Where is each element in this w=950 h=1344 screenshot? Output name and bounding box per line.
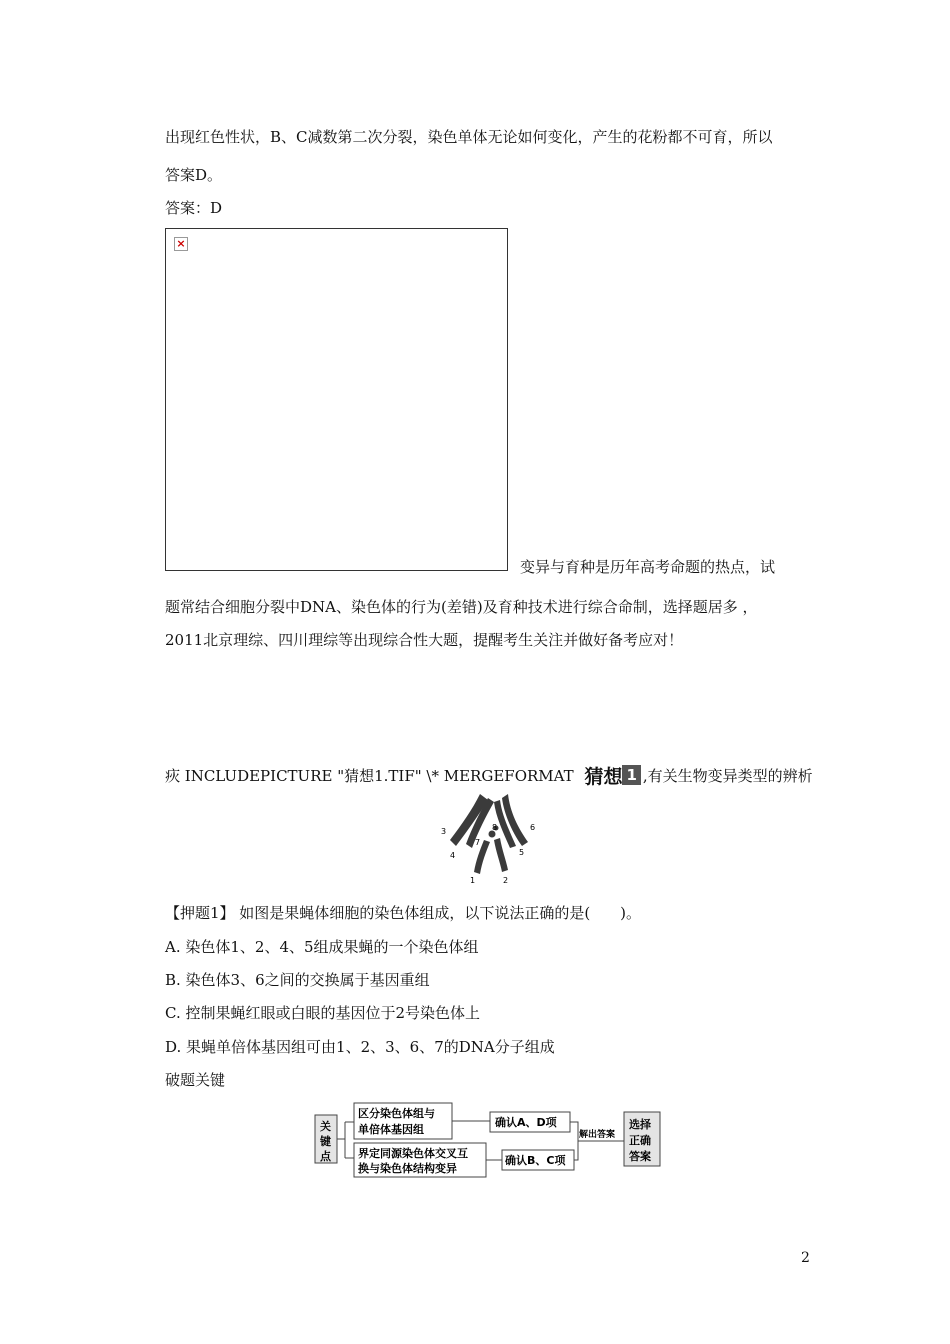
guess-number-badge: 1 xyxy=(622,765,640,785)
final-answer-line: 答案 xyxy=(629,1150,651,1163)
chromosome-label: 6 xyxy=(530,823,536,832)
chromosome-label: 3 xyxy=(441,827,447,836)
chromosome-label: 1 xyxy=(470,876,476,885)
concept-box-1-line: 区分染色体组与 xyxy=(358,1107,435,1120)
breakthrough-label: 破题关键 xyxy=(165,1071,226,1089)
confirm-box-1-text: 确认A、D项 xyxy=(495,1116,557,1129)
key-points-char: 点 xyxy=(320,1150,331,1163)
final-answer-line: 选择 xyxy=(629,1118,651,1131)
guess-heading xyxy=(165,765,813,787)
page-number: 2 xyxy=(801,1250,810,1266)
left-bracket xyxy=(337,1122,354,1158)
chromosome-label: 5 xyxy=(519,848,525,857)
confirm-box-2-text: 确认B、C项 xyxy=(505,1154,566,1167)
chromosome-diagram xyxy=(430,788,550,888)
concept-box-2-line: 换与染色体结构变异 xyxy=(358,1162,457,1175)
solve-label: 解出答案 xyxy=(579,1130,616,1140)
option-c: C. 控制果蝇红眼或白眼的基因位于2号染色体上 xyxy=(165,1004,481,1022)
option-d: D. 果蝇单倍体基因组可由1、2、3、6、7的DNA分子组成 xyxy=(165,1038,555,1056)
option-b: B. 染色体3、6之间的交换属于基因重组 xyxy=(165,971,430,989)
guess-badge: 猜想 xyxy=(584,766,623,788)
question-stem: 【押题1】 如图是果蝇体细胞的染色体组成，以下说法正确的是( )。 xyxy=(165,904,642,922)
paragraph-line: 题常结合细胞分裂中DNA、染色体的行为(差错)及育种技术进行综合命制，选择题居多 ， xyxy=(165,598,758,616)
final-answer-line: 正确 xyxy=(629,1134,651,1147)
broken-image-frame xyxy=(165,228,508,571)
field-code-text: 疢 INCLUDEPICTURE "猜想1.TIF" \* MERGEFORMAT xyxy=(165,767,574,785)
chromosome-label: 8 xyxy=(492,823,498,832)
chromosome-label: 4 xyxy=(450,851,456,860)
concept-box-1-line: 单倍体基因组 xyxy=(358,1123,424,1136)
guess-title: ,有关生物变异类型的辨析 xyxy=(642,767,813,785)
answer-line: 答案：D xyxy=(165,199,223,217)
broken-image-icon: × xyxy=(174,237,188,251)
paragraph-line: 出现红色性状，B、C减数第二次分裂，染色单体无论如何变化，产生的花粉都不可育，所以 xyxy=(165,128,773,146)
chromosome-label: 2 xyxy=(503,876,509,885)
right-bracket xyxy=(570,1122,624,1160)
option-a: A. 染色体1、2、4、5组成果蝇的一个染色体组 xyxy=(165,938,479,956)
paragraph-line: 2011北京理综、四川理综等出现综合性大题，提醒考生关注并做好备考应对！ xyxy=(165,631,684,649)
chromosome-label: 7 xyxy=(475,838,481,847)
paragraph-line: 变异与育种是历年高考命题的热点，试 xyxy=(520,558,776,576)
key-points-char: 键 xyxy=(320,1135,331,1148)
chromosome-2 xyxy=(494,838,508,872)
concept-box-2-line: 界定同源染色体交叉互 xyxy=(358,1147,468,1160)
paragraph-line: 答案D。 xyxy=(165,166,223,184)
key-points-char: 关 xyxy=(320,1120,331,1133)
flowchart xyxy=(312,1100,664,1180)
